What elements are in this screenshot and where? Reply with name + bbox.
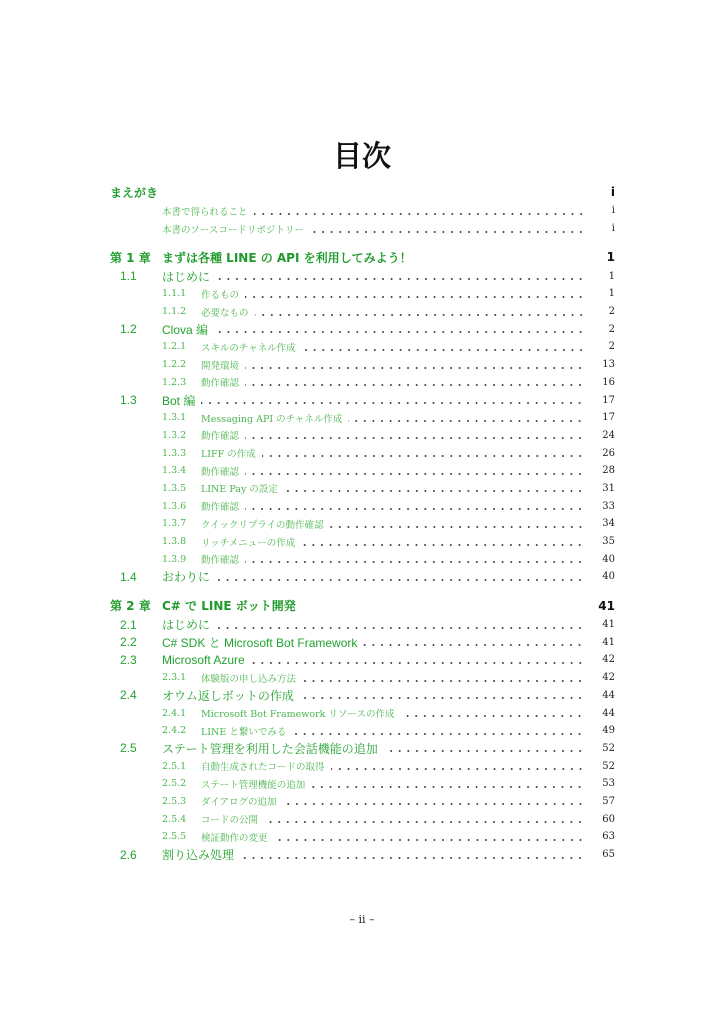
toc-entry-number: 第 1 章 xyxy=(110,250,151,265)
toc-entry-number: 1.3.6 xyxy=(162,500,187,512)
toc-entry-sub[interactable] xyxy=(110,202,615,220)
toc-entry-page: 42 xyxy=(602,672,615,684)
toc-entry-page: i xyxy=(611,205,615,217)
toc-entry-title: 本書のソースコードリポジトリー xyxy=(162,224,304,236)
toc-entry-number: 1.3 xyxy=(120,393,137,408)
page-number-footer: – ii – xyxy=(349,913,375,926)
toc-entry-number: 2.5.2 xyxy=(162,778,187,790)
toc-entry-title: C# で LINE ボット開発 xyxy=(162,599,296,614)
toc-entry-title: はじめに xyxy=(162,269,211,284)
toc-entry-page: 17 xyxy=(602,412,615,424)
toc-entry-number: 2.3 xyxy=(120,652,137,667)
toc-entry-number: 1.3.4 xyxy=(162,465,187,477)
toc-entry-number: 2.5 xyxy=(120,741,137,756)
dot-leader xyxy=(216,578,584,582)
dot-leader xyxy=(292,732,584,736)
dot-leader xyxy=(264,820,584,824)
toc-entry-sub[interactable] xyxy=(110,285,615,303)
toc-entry-title: 動作確認 xyxy=(201,378,240,390)
dot-leader xyxy=(300,696,584,700)
toc-entry-page: 2 xyxy=(608,341,615,353)
toc-entry-sub[interactable] xyxy=(110,704,615,722)
toc-entry-sub[interactable] xyxy=(110,757,615,775)
toc-entry-chap[interactable] xyxy=(110,596,615,616)
dot-leader xyxy=(254,212,585,216)
toc-entry-title: 作るもの xyxy=(201,289,240,301)
toc-entry-page: 24 xyxy=(602,429,615,441)
toc-entry-number: 1.2.2 xyxy=(162,359,187,371)
toc-entry-page: 42 xyxy=(602,654,615,666)
toc-entry-page: i xyxy=(610,185,615,199)
dot-leader xyxy=(245,295,585,299)
toc-entry-sub[interactable] xyxy=(110,828,615,846)
toc-entry-page: 13 xyxy=(602,359,615,371)
toc-entry-title: おわりに xyxy=(162,570,211,585)
toc-entry-page: 49 xyxy=(602,725,615,737)
toc-entry-number: 1.1.2 xyxy=(162,306,187,318)
toc-entry-title: スキルのチャネル作成 xyxy=(201,342,296,354)
toc-entry-sub[interactable] xyxy=(110,462,615,480)
dot-leader xyxy=(311,785,584,789)
toc-entry-sec[interactable] xyxy=(110,320,615,338)
toc-entry-number: 2.5.3 xyxy=(162,795,187,807)
toc-entry-title: 動作確認 xyxy=(201,431,240,443)
toc-entry-page: 1 xyxy=(606,250,615,265)
toc-entry-title: 動作確認 xyxy=(201,502,240,514)
toc-entry-sec[interactable] xyxy=(110,568,615,586)
dot-leader xyxy=(283,802,585,806)
toc-entry-sub[interactable] xyxy=(110,793,615,811)
toc-entry-page: 41 xyxy=(602,619,615,631)
toc-entry-page: 52 xyxy=(602,760,615,772)
toc-entry-sub[interactable] xyxy=(110,444,615,462)
toc-entry-number: 第 2 章 xyxy=(110,599,151,614)
toc-entry-number: 1.2.3 xyxy=(162,376,187,388)
toc-entry-title: ダイアログの追加 xyxy=(201,797,277,809)
toc-entry-number: 1.3.7 xyxy=(162,518,187,530)
toc-entry-sec[interactable] xyxy=(110,267,615,285)
toc-entry-page: 28 xyxy=(602,465,615,477)
toc-entry-sec[interactable] xyxy=(110,651,615,669)
toc-entry-sub[interactable] xyxy=(110,220,615,238)
toc-entry-title: 動作確認 xyxy=(201,466,240,478)
toc-entry-page: 65 xyxy=(602,849,615,861)
toc-entry-number: 2.4.2 xyxy=(162,725,187,737)
toc-entry-title: LINE Pay の設定 xyxy=(201,484,278,496)
toc-entry-title: まずは各種 LINE の API を利用してみよう！ xyxy=(162,250,412,265)
toc-entry-number: 1.4 xyxy=(120,569,137,584)
dot-leader xyxy=(216,626,584,630)
toc-entry-number: 1.3.8 xyxy=(162,536,187,548)
toc-entry-title: リッチメニューの作成 xyxy=(201,537,296,549)
toc-entry-sub[interactable] xyxy=(110,669,615,687)
toc-entry-page: 33 xyxy=(602,500,615,512)
toc-entry-sec[interactable] xyxy=(110,633,615,651)
toc-entry-title: 自動生成されたコードの取得 xyxy=(201,762,325,774)
dot-leader xyxy=(240,856,584,860)
toc-entry-title: オウム返しボットの作成 xyxy=(162,688,294,703)
toc-entry-sub[interactable] xyxy=(110,374,615,392)
toc-entry-page: 16 xyxy=(602,376,615,388)
toc-entry-title: 動作確認 xyxy=(201,555,240,567)
dot-leader xyxy=(245,507,584,511)
dot-leader xyxy=(331,767,585,771)
dot-leader xyxy=(245,436,584,440)
toc-entry-page: i xyxy=(611,223,615,235)
toc-entry-sub[interactable] xyxy=(110,533,615,551)
dot-leader xyxy=(384,749,585,753)
toc-entry-chap[interactable] xyxy=(110,182,615,202)
toc-entry-page: 41 xyxy=(602,636,615,648)
toc-entry-sec[interactable] xyxy=(110,740,615,758)
dot-leader xyxy=(168,193,585,197)
toc-entry-page: 41 xyxy=(598,598,615,613)
toc-entry-page: 63 xyxy=(602,831,615,843)
toc-entry-sec[interactable] xyxy=(110,846,615,864)
toc-entry-title: 開発環境 xyxy=(201,360,240,372)
toc-entry-sec[interactable] xyxy=(110,391,615,409)
toc-entry-number: 2.6 xyxy=(120,847,137,862)
toc-entry-number: 1.3.9 xyxy=(162,553,187,565)
toc-entry-title: ステート管理を利用した会話機能の追加 xyxy=(162,741,378,756)
toc-entry-sub[interactable] xyxy=(110,409,615,427)
toc-entry-title: Clova 編 xyxy=(162,322,209,337)
toc-entry-page: 52 xyxy=(602,742,615,754)
toc-entry-number: 1.3.2 xyxy=(162,429,187,441)
toc-entry-title: 検証動作の変更 xyxy=(201,832,268,844)
table-of-contents xyxy=(110,182,615,863)
toc-entry-page: 35 xyxy=(602,536,615,548)
dot-leader xyxy=(245,383,584,387)
toc-entry-sub[interactable] xyxy=(110,303,615,321)
dot-leader xyxy=(302,348,585,352)
toc-entry-number: 1.2 xyxy=(120,322,137,337)
dot-leader xyxy=(245,560,584,564)
toc-entry-sub[interactable] xyxy=(110,427,615,445)
dot-leader xyxy=(274,838,585,842)
toc-entry-page: 2 xyxy=(608,306,615,318)
dot-leader xyxy=(245,472,584,476)
toc-entry-sub[interactable] xyxy=(110,550,615,568)
toc-entry-title: C# SDK と Microsoft Bot Framework xyxy=(162,635,358,650)
toc-entry-title: Messaging API のチャネル作成 xyxy=(201,413,343,425)
dot-leader xyxy=(301,543,584,547)
toc-entry-title: はじめに xyxy=(162,618,211,633)
toc-entry-title: Microsoft Bot Framework リソースの作成 xyxy=(201,709,395,721)
toc-entry-page: 40 xyxy=(602,553,615,565)
toc-entry-number: 1.3.3 xyxy=(162,447,187,459)
toc-entry-title: 本書で得られること xyxy=(162,206,248,218)
dot-leader xyxy=(310,230,585,234)
dot-leader xyxy=(251,661,585,665)
toc-entry-page: 44 xyxy=(602,707,615,719)
dot-leader xyxy=(255,313,585,317)
dot-leader xyxy=(363,643,584,647)
toc-entry-sub[interactable] xyxy=(110,515,615,533)
toc-entry-title: 必要なもの xyxy=(201,307,249,319)
toc-entry-number: 2.4 xyxy=(120,688,137,703)
toc-entry-title: LIFF の作成 xyxy=(201,449,256,461)
toc-entry-number: 2.5.1 xyxy=(162,760,187,772)
toc-entry-title: 体験版の申し込み方法 xyxy=(201,673,297,685)
toc-entry-sec[interactable] xyxy=(110,616,615,634)
dot-leader xyxy=(245,366,584,370)
dot-leader xyxy=(216,277,585,281)
toc-entry-page: 34 xyxy=(602,518,615,530)
toc-entry-page: 1 xyxy=(608,288,615,300)
toc-entry-title: LINE と繋いでみる xyxy=(201,726,287,738)
toc-entry-title: Microsoft Azure xyxy=(162,652,245,667)
toc-entry-sub[interactable] xyxy=(110,775,615,793)
page-title: 目次 xyxy=(332,139,391,173)
dot-leader xyxy=(214,330,585,334)
toc-entry-title: ステート管理機能の追加 xyxy=(201,779,306,791)
toc-entry-page: 31 xyxy=(602,482,615,494)
toc-entry-number: まえがき xyxy=(110,185,159,200)
toc-entry-sub[interactable] xyxy=(110,356,615,374)
toc-entry-number: 1.3.5 xyxy=(162,482,187,494)
toc-entry-page: 1 xyxy=(608,270,615,282)
toc-entry-page: 53 xyxy=(602,778,615,790)
dot-leader xyxy=(302,679,584,683)
toc-entry-number: 2.4.1 xyxy=(162,707,187,719)
toc-entry-sub[interactable] xyxy=(110,338,615,356)
toc-entry-page: 17 xyxy=(602,394,615,406)
toc-entry-chap[interactable] xyxy=(110,247,615,267)
toc-entry-title: Bot 編 xyxy=(162,393,196,408)
toc-entry-page: 2 xyxy=(608,323,615,335)
dot-leader xyxy=(201,401,584,405)
toc-entry-sub[interactable] xyxy=(110,480,615,498)
toc-entry-title: コードの公開 xyxy=(201,815,259,827)
toc-entry-page: 60 xyxy=(602,813,615,825)
toc-entry-page: 44 xyxy=(602,689,615,701)
toc-entry-number: 2.3.1 xyxy=(162,672,187,684)
toc-entry-title: クイックリプライの動作確認 xyxy=(201,519,324,531)
toc-entry-number: 1.3.1 xyxy=(162,412,187,424)
dot-leader xyxy=(330,525,585,529)
toc-entry-number: 1.1.1 xyxy=(162,288,187,300)
toc-entry-sub[interactable] xyxy=(110,722,615,740)
toc-entry-number: 2.5.4 xyxy=(162,813,187,825)
toc-entry-number: 1.2.1 xyxy=(162,341,187,353)
toc-entry-title: 割り込み処理 xyxy=(162,848,235,863)
toc-entry-sec[interactable] xyxy=(110,687,615,705)
toc-entry-number: 2.2 xyxy=(120,635,137,650)
toc-entry-sub[interactable] xyxy=(110,497,615,515)
dot-leader xyxy=(348,419,584,423)
dot-leader xyxy=(302,607,581,611)
dot-leader xyxy=(284,489,584,493)
toc-entry-number: 1.1 xyxy=(120,269,137,284)
dot-leader xyxy=(262,454,585,458)
toc-entry-page: 40 xyxy=(602,571,615,583)
toc-entry-sub[interactable] xyxy=(110,810,615,828)
dot-leader xyxy=(400,714,584,718)
toc-entry-number: 2.5.5 xyxy=(162,831,187,843)
toc-entry-number: 2.1 xyxy=(120,617,137,632)
dot-leader xyxy=(418,258,585,262)
toc-entry-page: 26 xyxy=(602,447,615,459)
toc-entry-page: 57 xyxy=(602,795,615,807)
